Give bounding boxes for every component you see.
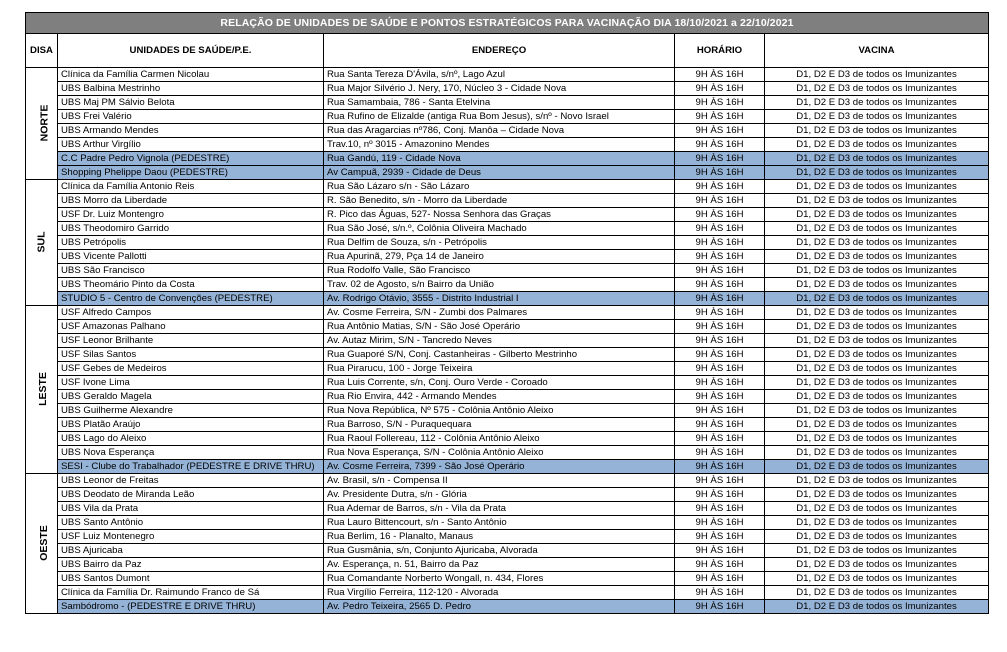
unit-name-cell: UBS Theomário Pinto da Costa — [58, 278, 324, 292]
vaccine-cell: D1, D2 E D3 de todos os Imunizantes — [765, 586, 989, 600]
address-cell: Rua Samambaia, 786 - Santa Etelvina — [324, 96, 675, 110]
schedule-cell: 9H ÀS 16H — [675, 278, 765, 292]
table-row — [26, 292, 989, 306]
table-row — [26, 418, 989, 432]
unit-name-cell: UBS Santo Antônio — [58, 516, 324, 530]
unit-name-cell: UBS Platão Araújo — [58, 418, 324, 432]
address-cell: R. Pico das Águas, 527- Nossa Senhora das Graças — [324, 208, 675, 222]
vaccine-cell: D1, D2 E D3 de todos os Imunizantes — [765, 502, 989, 516]
header-endereco: ENDEREÇO — [324, 34, 675, 68]
schedule-cell: 9H ÀS 16H — [675, 474, 765, 488]
schedule-cell: 9H ÀS 16H — [675, 530, 765, 544]
table-row — [26, 68, 989, 82]
vaccine-cell: D1, D2 E D3 de todos os Imunizantes — [765, 544, 989, 558]
vaccine-cell: D1, D2 E D3 de todos os Imunizantes — [765, 138, 989, 152]
vaccine-cell: D1, D2 E D3 de todos os Imunizantes — [765, 558, 989, 572]
vaccine-cell: D1, D2 E D3 de todos os Imunizantes — [765, 278, 989, 292]
vaccine-cell: D1, D2 E D3 de todos os Imunizantes — [765, 418, 989, 432]
table-row — [26, 600, 989, 614]
header-unidade: UNIDADES DE SAÚDE/P.E. — [58, 34, 324, 68]
address-cell: Rua Raoul Follereau, 112 - Colônia Antônio Aleixo — [324, 432, 675, 446]
schedule-cell: 9H ÀS 16H — [675, 334, 765, 348]
vaccine-cell: D1, D2 E D3 de todos os Imunizantes — [765, 166, 989, 180]
address-cell: Rua Apurinã, 279, Pça 14 de Janeiro — [324, 250, 675, 264]
unit-name-cell: Sambódromo - (PEDESTRE E DRIVE THRU) — [58, 600, 324, 614]
vaccine-cell: D1, D2 E D3 de todos os Imunizantes — [765, 446, 989, 460]
address-cell: Av. Pedro Teixeira, 2565 D. Pedro — [324, 600, 675, 614]
unit-name-cell: Clínica da Família Dr. Raimundo Franco de Sá — [58, 586, 324, 600]
table-row — [26, 502, 989, 516]
address-cell: Rua Delfim de Souza, s/n - Petrópolis — [324, 236, 675, 250]
unit-name-cell: UBS Nova Esperança — [58, 446, 324, 460]
table-row — [26, 138, 989, 152]
table-row — [26, 586, 989, 600]
schedule-cell: 9H ÀS 16H — [675, 180, 765, 194]
schedule-cell: 9H ÀS 16H — [675, 320, 765, 334]
table-row — [26, 264, 989, 278]
table-row — [26, 208, 989, 222]
schedule-cell: 9H ÀS 16H — [675, 404, 765, 418]
unit-name-cell: UBS Vila da Prata — [58, 502, 324, 516]
table-row — [26, 432, 989, 446]
address-cell: Rua Nova Esperança, S/N - Colônia Antônio Aleixo — [324, 446, 675, 460]
address-cell: Rua Santa Tereza D'Ávila, s/nº, Lago Azul — [324, 68, 675, 82]
unit-name-cell: UBS Balbina Mestrinho — [58, 82, 324, 96]
address-cell: Av. Brasil, s/n - Compensa II — [324, 474, 675, 488]
vaccine-cell: D1, D2 E D3 de todos os Imunizantes — [765, 180, 989, 194]
unit-name-cell: UBS Geraldo Magela — [58, 390, 324, 404]
schedule-cell: 9H ÀS 16H — [675, 376, 765, 390]
address-cell: Rua Rufino de Elizalde (antiga Rua Bom Jesus), s/nº - Novo Israel — [324, 110, 675, 124]
table-row — [26, 558, 989, 572]
unit-name-cell: UBS Frei Valério — [58, 110, 324, 124]
vaccine-cell: D1, D2 E D3 de todos os Imunizantes — [765, 306, 989, 320]
vaccine-cell: D1, D2 E D3 de todos os Imunizantes — [765, 222, 989, 236]
schedule-cell: 9H ÀS 16H — [675, 96, 765, 110]
unit-name-cell: STUDIO 5 - Centro de Convenções (PEDESTRE) — [58, 292, 324, 306]
unit-name-cell: Clínica da Família Carmen Nicolau — [58, 68, 324, 82]
unit-name-cell: SESI - Clube do Trabalhador (PEDESTRE E DRIVE THRU) — [58, 460, 324, 474]
address-cell: Rua Berlim, 16 - Planalto, Manaus — [324, 530, 675, 544]
header-vacina: VACINA — [765, 34, 989, 68]
vaccine-cell: D1, D2 E D3 de todos os Imunizantes — [765, 236, 989, 250]
disa-label: NORTE — [38, 104, 51, 142]
vaccine-cell: D1, D2 E D3 de todos os Imunizantes — [765, 376, 989, 390]
vaccine-cell: D1, D2 E D3 de todos os Imunizantes — [765, 264, 989, 278]
address-cell: Av. Autaz Mirim, S/N - Tancredo Neves — [324, 334, 675, 348]
vaccine-cell: D1, D2 E D3 de todos os Imunizantes — [765, 68, 989, 82]
unit-name-cell: UBS Morro da Liberdade — [58, 194, 324, 208]
schedule-cell: 9H ÀS 16H — [675, 572, 765, 586]
unit-name-cell: USF Silas Santos — [58, 348, 324, 362]
address-cell: Rua Virgílio Ferreira, 112-120 - Alvorada — [324, 586, 675, 600]
address-cell: Rua Luis Corrente, s/n, Conj. Ouro Verde - Coroado — [324, 376, 675, 390]
unit-name-cell: UBS Leonor de Freitas — [58, 474, 324, 488]
unit-name-cell: USF Ivone Lima — [58, 376, 324, 390]
vaccine-cell: D1, D2 E D3 de todos os Imunizantes — [765, 530, 989, 544]
vaccine-cell: D1, D2 E D3 de todos os Imunizantes — [765, 474, 989, 488]
schedule-cell: 9H ÀS 16H — [675, 362, 765, 376]
vaccine-cell: D1, D2 E D3 de todos os Imunizantes — [765, 96, 989, 110]
vaccine-cell: D1, D2 E D3 de todos os Imunizantes — [765, 348, 989, 362]
schedule-cell: 9H ÀS 16H — [675, 502, 765, 516]
schedule-cell: 9H ÀS 16H — [675, 236, 765, 250]
schedule-cell: 9H ÀS 16H — [675, 124, 765, 138]
schedule-cell: 9H ÀS 16H — [675, 390, 765, 404]
schedule-cell: 9H ÀS 16H — [675, 460, 765, 474]
table-row — [26, 124, 989, 138]
table-row — [26, 250, 989, 264]
schedule-cell: 9H ÀS 16H — [675, 68, 765, 82]
address-cell: Av. Rodrigo Otávio, 3555 - Distrito Industrial I — [324, 292, 675, 306]
schedule-cell: 9H ÀS 16H — [675, 208, 765, 222]
address-cell: Trav.10, nº 3015 - Amazonino Mendes — [324, 138, 675, 152]
table-row — [26, 544, 989, 558]
table-row — [26, 460, 989, 474]
table-row — [26, 152, 989, 166]
schedule-cell: 9H ÀS 16H — [675, 418, 765, 432]
address-cell: Rua Gusmânia, s/n, Conjunto Ajuricaba, Alvorada — [324, 544, 675, 558]
table-row — [26, 96, 989, 110]
vaccine-cell: D1, D2 E D3 de todos os Imunizantes — [765, 516, 989, 530]
table-row — [26, 488, 989, 502]
schedule-cell: 9H ÀS 16H — [675, 586, 765, 600]
vaccine-cell: D1, D2 E D3 de todos os Imunizantes — [765, 404, 989, 418]
schedule-cell: 9H ÀS 16H — [675, 306, 765, 320]
vaccine-cell: D1, D2 E D3 de todos os Imunizantes — [765, 110, 989, 124]
address-cell: Rua Guaporé S/N, Conj. Castanheiras - Gilberto Mestrinho — [324, 348, 675, 362]
unit-name-cell: UBS Maj PM Sálvio Belota — [58, 96, 324, 110]
unit-name-cell: USF Dr. Luiz Montengro — [58, 208, 324, 222]
address-cell: Av. Esperança, n. 51, Bairro da Paz — [324, 558, 675, 572]
table-row — [26, 194, 989, 208]
address-cell: Rua Antônio Matias, S/N - São José Operário — [324, 320, 675, 334]
schedule-cell: 9H ÀS 16H — [675, 348, 765, 362]
table-row — [26, 572, 989, 586]
vaccination-table — [25, 12, 989, 614]
table-row — [26, 334, 989, 348]
header-horario: HORÁRIO — [675, 34, 765, 68]
disa-group-cell — [26, 180, 58, 306]
disa-label: LESTE — [36, 372, 49, 406]
vaccine-cell: D1, D2 E D3 de todos os Imunizantes — [765, 488, 989, 502]
schedule-cell: 9H ÀS 16H — [675, 600, 765, 614]
address-cell: Rua Ademar de Barros, s/n - Vila da Prata — [324, 502, 675, 516]
schedule-cell: 9H ÀS 16H — [675, 110, 765, 124]
disa-label: OESTE — [37, 525, 50, 561]
schedule-cell: 9H ÀS 16H — [675, 152, 765, 166]
table-row — [26, 530, 989, 544]
table-body — [26, 68, 989, 614]
address-cell: Rua Lauro Bittencourt, s/n - Santo Antônio — [324, 516, 675, 530]
unit-name-cell: USF Gebes de Medeiros — [58, 362, 324, 376]
unit-name-cell: UBS Petrópolis — [58, 236, 324, 250]
table-row — [26, 390, 989, 404]
address-cell: Rua São José, s/n.º, Colônia Oliveira Machado — [324, 222, 675, 236]
address-cell: Rua Major Silvério J. Nery, 170, Núcleo 3 - Cidade Nova — [324, 82, 675, 96]
address-cell: Trav. 02 de Agosto, s/n Bairro da União — [324, 278, 675, 292]
schedule-cell: 9H ÀS 16H — [675, 264, 765, 278]
unit-name-cell: Clínica da Família Antonio Reis — [58, 180, 324, 194]
schedule-cell: 9H ÀS 16H — [675, 558, 765, 572]
vaccine-cell: D1, D2 E D3 de todos os Imunizantes — [765, 292, 989, 306]
unit-name-cell: UBS Bairro da Paz — [58, 558, 324, 572]
unit-name-cell: UBS Deodato de Miranda Leão — [58, 488, 324, 502]
vaccine-cell: D1, D2 E D3 de todos os Imunizantes — [765, 600, 989, 614]
column-header-row — [26, 34, 989, 68]
unit-name-cell: UBS Guilherme Alexandre — [58, 404, 324, 418]
schedule-cell: 9H ÀS 16H — [675, 250, 765, 264]
table-row — [26, 180, 989, 194]
address-cell: Rua Nova República, Nº 575 - Colônia Antônio Aleixo — [324, 404, 675, 418]
table-row — [26, 306, 989, 320]
unit-name-cell: UBS Theodomiro Garrido — [58, 222, 324, 236]
address-cell: Rua Pirarucu, 100 - Jorge Teixeira — [324, 362, 675, 376]
address-cell: Rua Rodolfo Valle, São Francisco — [324, 264, 675, 278]
address-cell: Rua Comandante Norberto Wongall, n. 434, Flores — [324, 572, 675, 586]
table-row — [26, 110, 989, 124]
schedule-cell: 9H ÀS 16H — [675, 166, 765, 180]
table-row — [26, 362, 989, 376]
schedule-cell: 9H ÀS 16H — [675, 446, 765, 460]
vaccine-cell: D1, D2 E D3 de todos os Imunizantes — [765, 572, 989, 586]
unit-name-cell: USF Alfredo Campos — [58, 306, 324, 320]
schedule-cell: 9H ÀS 16H — [675, 292, 765, 306]
address-cell: R. São Benedito, s/n - Morro da Liberdade — [324, 194, 675, 208]
unit-name-cell: USF Luiz Montenegro — [58, 530, 324, 544]
schedule-cell: 9H ÀS 16H — [675, 432, 765, 446]
unit-name-cell: C.C Padre Pedro Vignola (PEDESTRE) — [58, 152, 324, 166]
unit-name-cell: UBS Vicente Pallotti — [58, 250, 324, 264]
unit-name-cell: USF Leonor Brilhante — [58, 334, 324, 348]
unit-name-cell: UBS Santos Dumont — [58, 572, 324, 586]
table-row — [26, 516, 989, 530]
table-row — [26, 236, 989, 250]
table-row — [26, 404, 989, 418]
schedule-cell: 9H ÀS 16H — [675, 82, 765, 96]
unit-name-cell: UBS São Francisco — [58, 264, 324, 278]
table-row — [26, 446, 989, 460]
schedule-cell: 9H ÀS 16H — [675, 138, 765, 152]
disa-group-cell — [26, 474, 58, 614]
vaccine-cell: D1, D2 E D3 de todos os Imunizantes — [765, 152, 989, 166]
table-row — [26, 474, 989, 488]
unit-name-cell: USF Amazonas Palhano — [58, 320, 324, 334]
table-row — [26, 222, 989, 236]
vaccine-cell: D1, D2 E D3 de todos os Imunizantes — [765, 208, 989, 222]
address-cell: Rua Barroso, S/N - Puraquequara — [324, 418, 675, 432]
disa-group-cell — [26, 306, 58, 474]
schedule-cell: 9H ÀS 16H — [675, 516, 765, 530]
table-row — [26, 166, 989, 180]
unit-name-cell: UBS Armando Mendes — [58, 124, 324, 138]
schedule-cell: 9H ÀS 16H — [675, 222, 765, 236]
table-row — [26, 278, 989, 292]
vaccine-cell: D1, D2 E D3 de todos os Imunizantes — [765, 82, 989, 96]
table-row — [26, 376, 989, 390]
unit-name-cell: UBS Ajuricaba — [58, 544, 324, 558]
vaccine-cell: D1, D2 E D3 de todos os Imunizantes — [765, 194, 989, 208]
schedule-cell: 9H ÀS 16H — [675, 544, 765, 558]
unit-name-cell: UBS Lago do Aleixo — [58, 432, 324, 446]
address-cell: Rua Gandú, 119 - Cidade Nova — [324, 152, 675, 166]
vaccine-cell: D1, D2 E D3 de todos os Imunizantes — [765, 320, 989, 334]
table-row — [26, 320, 989, 334]
vaccine-cell: D1, D2 E D3 de todos os Imunizantes — [765, 460, 989, 474]
disa-label: SUL — [35, 231, 48, 253]
table-title: RELAÇÃO DE UNIDADES DE SAÚDE E PONTOS ESTRATÉGICOS PARA VACINAÇÃO DIA 18/10/2021 a 22/10/2021 — [26, 13, 989, 34]
header-disa: DISA — [26, 34, 58, 68]
vaccine-cell: D1, D2 E D3 de todos os Imunizantes — [765, 390, 989, 404]
address-cell: Rua Rio Envira, 442 - Armando Mendes — [324, 390, 675, 404]
unit-name-cell: Shopping Phelippe Daou (PEDESTRE) — [58, 166, 324, 180]
address-cell: Rua São Lázaro s/n - São Lázaro — [324, 180, 675, 194]
vaccine-cell: D1, D2 E D3 de todos os Imunizantes — [765, 250, 989, 264]
title-row — [26, 13, 989, 34]
vaccine-cell: D1, D2 E D3 de todos os Imunizantes — [765, 334, 989, 348]
address-cell: Av. Presidente Dutra, s/n - Glória — [324, 488, 675, 502]
unit-name-cell: UBS Arthur Virgílio — [58, 138, 324, 152]
disa-group-cell — [26, 68, 58, 180]
schedule-cell: 9H ÀS 16H — [675, 194, 765, 208]
schedule-cell: 9H ÀS 16H — [675, 488, 765, 502]
address-cell: Av. Cosme Ferreira, S/N - Zumbi dos Palmares — [324, 306, 675, 320]
vaccine-cell: D1, D2 E D3 de todos os Imunizantes — [765, 432, 989, 446]
address-cell: Rua das Aragarcias nº786, Conj. Manôa – Cidade Nova — [324, 124, 675, 138]
vaccine-cell: D1, D2 E D3 de todos os Imunizantes — [765, 124, 989, 138]
address-cell: Av Campuã, 2939 - Cidade de Deus — [324, 166, 675, 180]
table-row — [26, 82, 989, 96]
vaccine-cell: D1, D2 E D3 de todos os Imunizantes — [765, 362, 989, 376]
address-cell: Av. Cosme Ferreira, 7399 - São José Operário — [324, 460, 675, 474]
table-row — [26, 348, 989, 362]
